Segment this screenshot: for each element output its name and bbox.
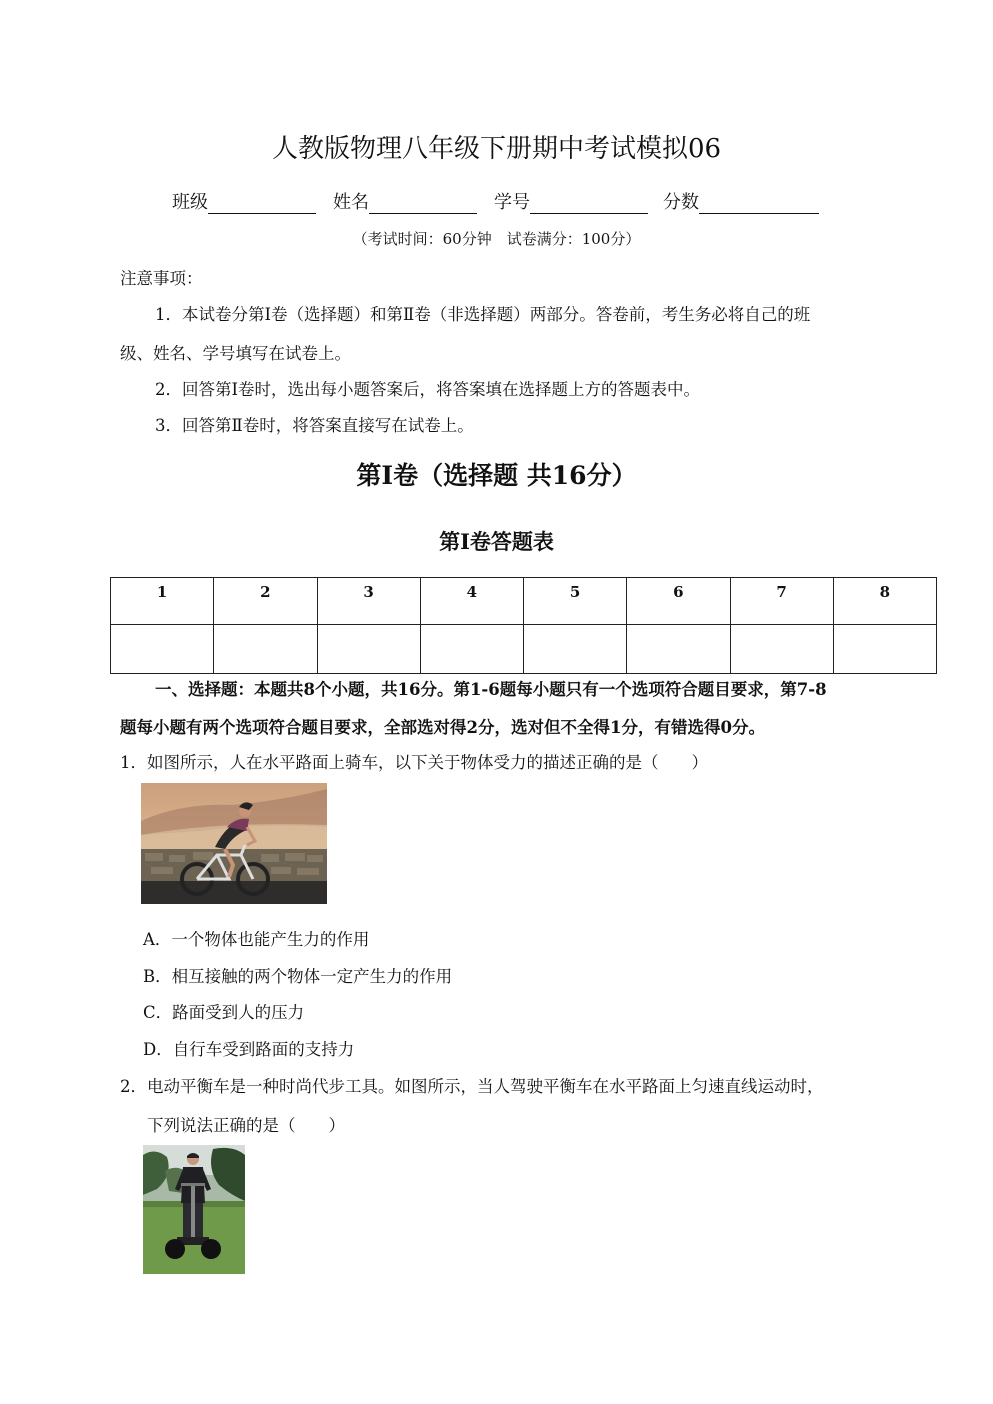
answer-table-header-6: 6 (627, 578, 730, 625)
class-label: 班级 (172, 192, 208, 213)
answer-cell-1[interactable] (111, 625, 214, 674)
name-label: 姓名 (333, 192, 369, 213)
class-blank[interactable] (208, 193, 316, 214)
note-item-1-line-1: 1．本试卷分第Ⅰ卷（选择题）和第Ⅱ卷（非选择题）两部分。答卷前，考生务必将自己的班 (155, 305, 811, 324)
balance-scooter-illustration (143, 1145, 245, 1274)
answer-cell-5[interactable] (524, 625, 627, 674)
question-2-stem-line-1: 2．电动平衡车是一种时尚代步工具。如图所示，当人驾驶平衡车在水平路面上匀速直线运动时， (120, 1077, 824, 1096)
balance-scooter-photo (143, 1145, 245, 1274)
score-blank[interactable] (699, 193, 819, 214)
instructions-line-2: 题每小题有两个选项符合题目要求，全部选对得2分，选对但不全得1分，有错选得0分。 (120, 718, 765, 737)
question-1-stem: 1．如图所示，人在水平路面上骑车，以下关于物体受力的描述正确的是（ ） (120, 753, 708, 772)
note-item-3: 3．回答第Ⅱ卷时，将答案直接写在试卷上。 (155, 416, 474, 435)
class-field[interactable] (172, 188, 316, 214)
answer-table-header-2: 2 (214, 578, 317, 625)
section-title: 第Ⅰ卷（选择题 共16分） (356, 461, 637, 490)
question-2-stem-line-2: 下列说法正确的是（ ） (147, 1116, 345, 1135)
answer-table-header-3: 3 (317, 578, 420, 625)
answer-table-header-row (111, 578, 937, 625)
answer-cell-6[interactable] (627, 625, 730, 674)
note-item-2: 2．回答第Ⅰ卷时，选出每小题答案后，将答案填在选择题上方的答题表中。 (155, 380, 701, 399)
answer-table-title: 第Ⅰ卷答题表 (439, 529, 554, 554)
name-blank[interactable] (369, 193, 477, 214)
answer-cell-2[interactable] (214, 625, 317, 674)
answer-table-header-5: 5 (524, 578, 627, 625)
answer-cell-8[interactable] (833, 625, 936, 674)
answer-table-header-7: 7 (730, 578, 833, 625)
question-1-option-c: C．路面受到人的压力 (143, 1003, 305, 1022)
page-title: 人教版物理八年级下册期中考试模拟06 (271, 134, 722, 164)
answer-table-answer-row (111, 625, 937, 674)
answer-table (110, 577, 937, 674)
answer-table-header-8: 8 (833, 578, 936, 625)
cyclist-photo (141, 783, 327, 904)
student-id-blank[interactable] (530, 193, 648, 214)
exam-info: （考试时间：60分钟 试卷满分：100分） (352, 230, 641, 248)
answer-cell-7[interactable] (730, 625, 833, 674)
answer-cell-3[interactable] (317, 625, 420, 674)
instructions-line-1: 一、选择题：本题共8个小题，共16分。第1-6题每小题只有一个选项符合题目要求，第7-8 (155, 680, 827, 699)
answer-cell-4[interactable] (420, 625, 523, 674)
name-field[interactable] (333, 188, 477, 214)
notes-heading: 注意事项： (120, 269, 203, 288)
cyclist-illustration (141, 783, 327, 904)
question-1-option-b: B．相互接触的两个物体一定产生力的作用 (143, 967, 453, 986)
answer-table-header-1: 1 (111, 578, 214, 625)
student-id-label: 学号 (494, 192, 530, 213)
question-1-option-a: A．一个物体也能产生力的作用 (143, 930, 370, 949)
score-field[interactable] (663, 188, 819, 214)
note-item-1-line-2: 级、姓名、学号填写在试卷上。 (120, 344, 351, 363)
answer-table-header-4: 4 (420, 578, 523, 625)
student-id-field[interactable] (494, 188, 648, 214)
question-1-option-d: D．自行车受到路面的支持力 (143, 1040, 355, 1059)
score-label: 分数 (663, 192, 699, 213)
